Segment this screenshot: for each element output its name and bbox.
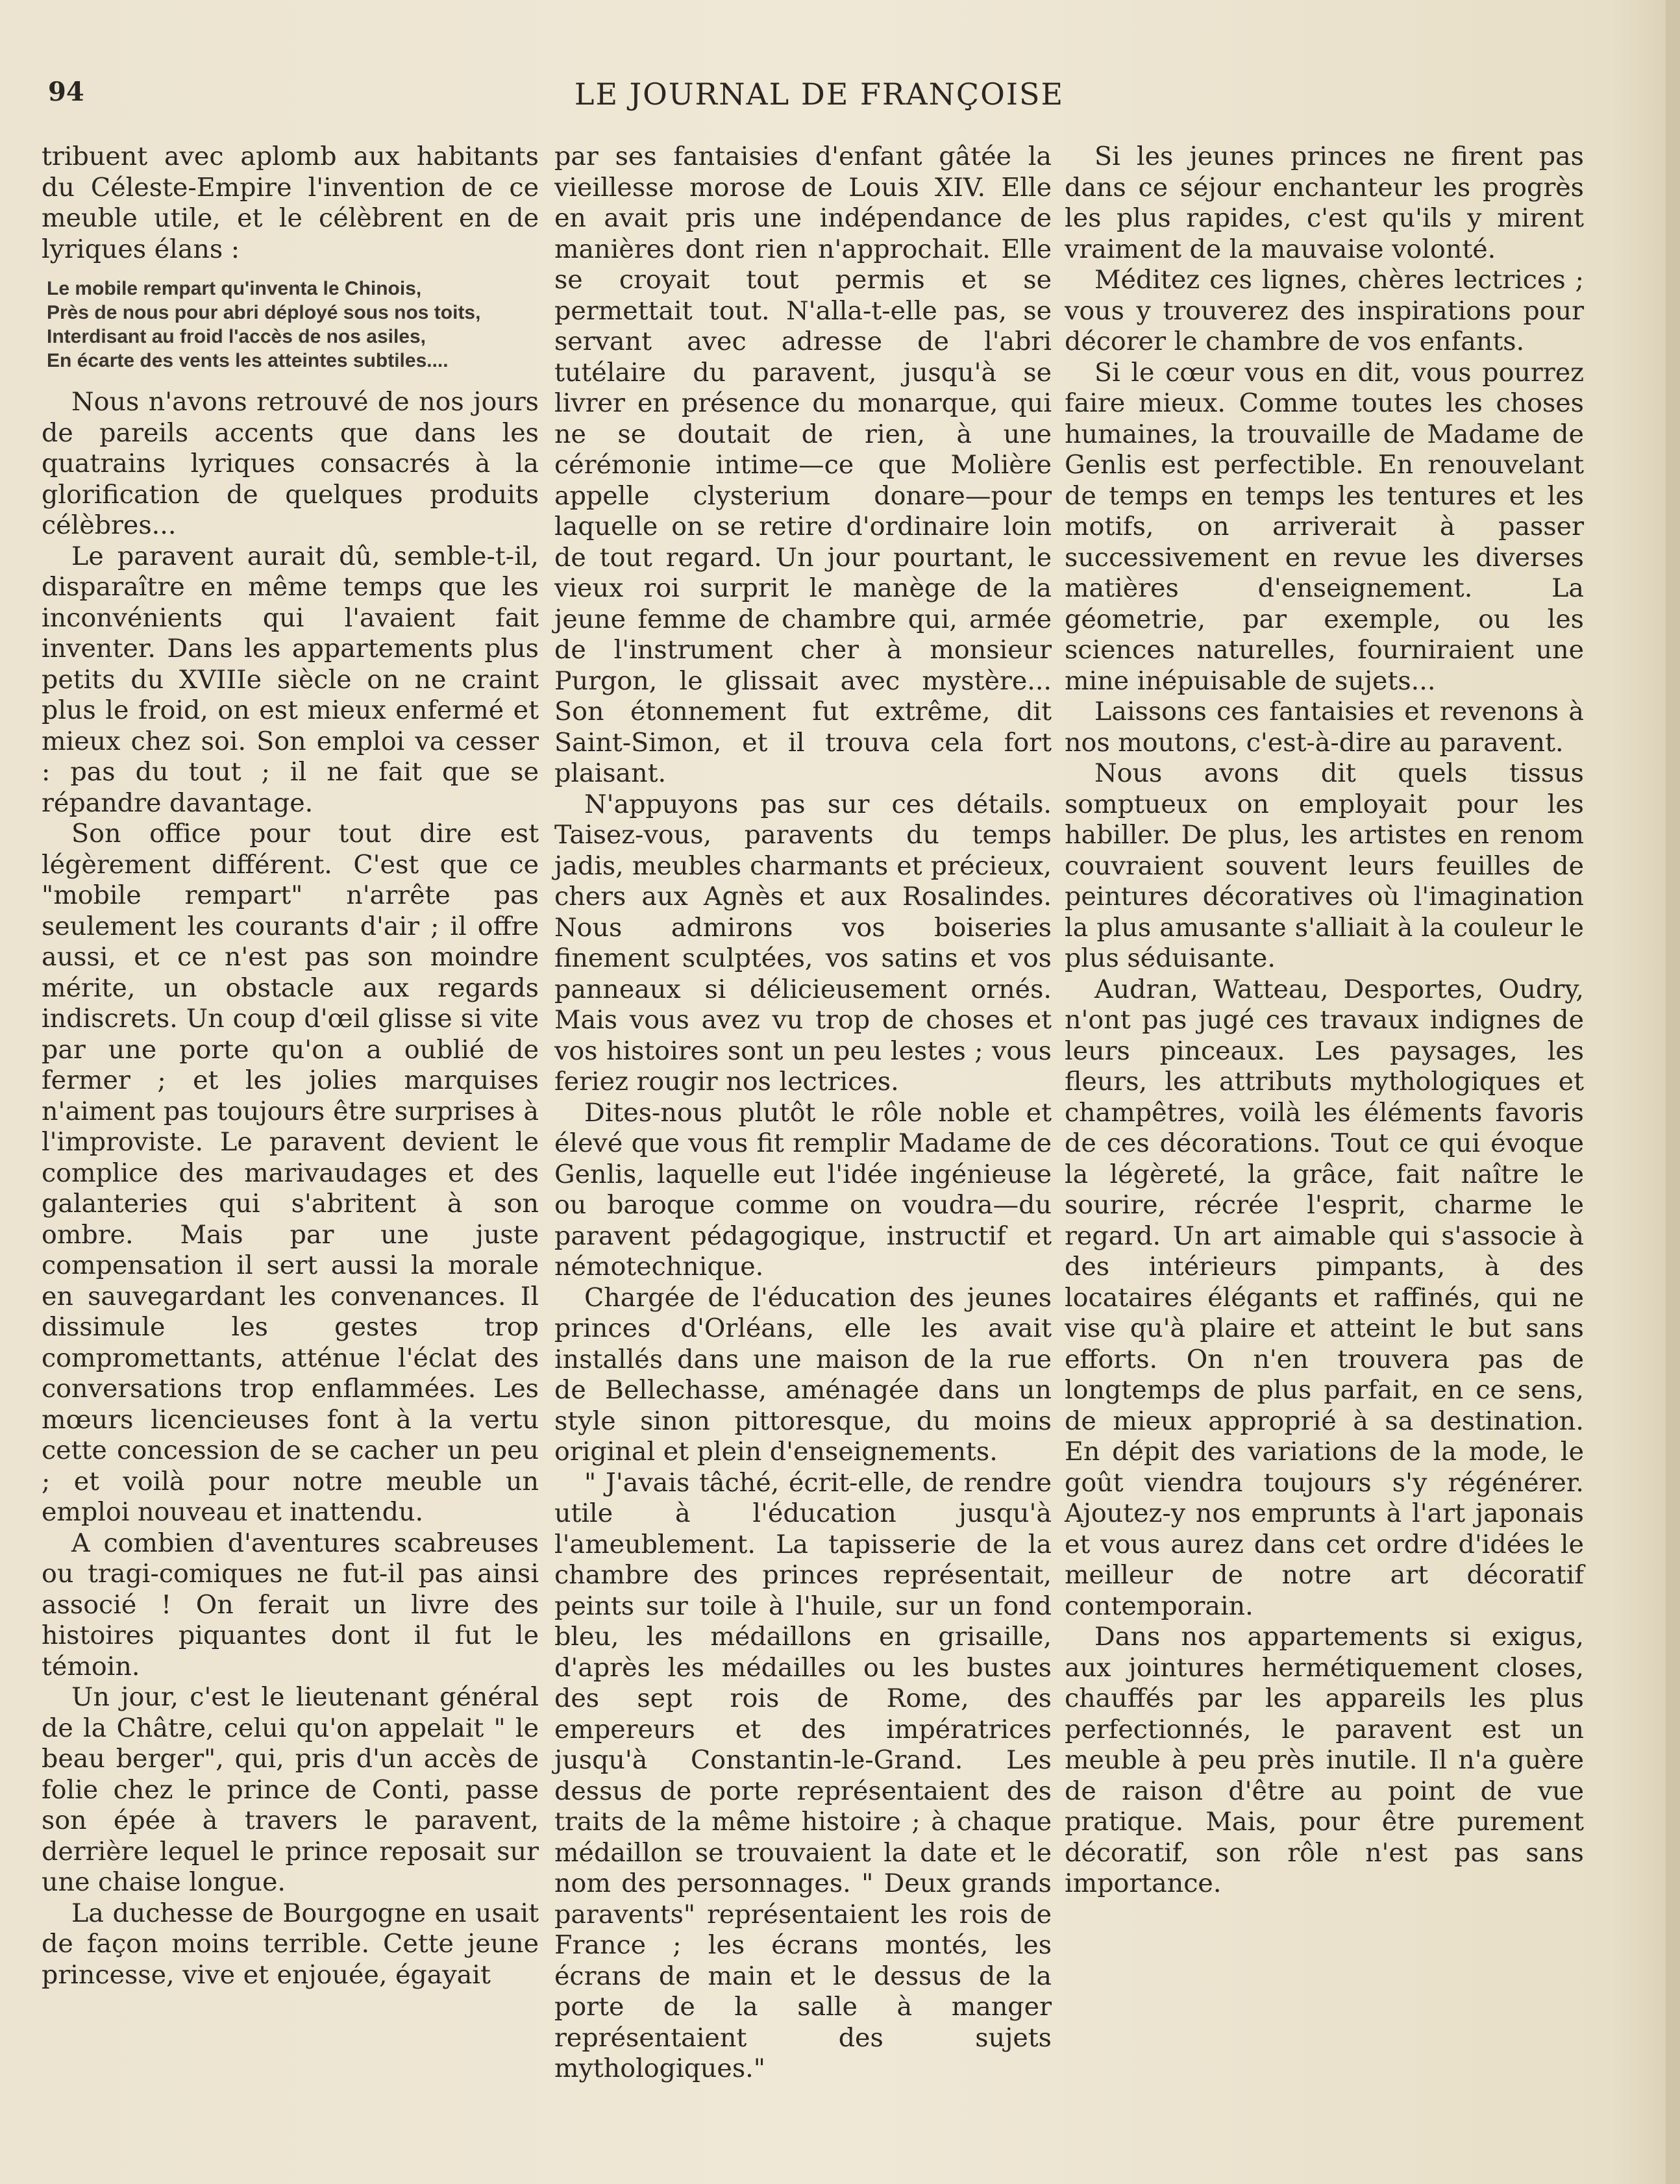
paragraph: par ses fantaisies d'enfant gâtée la vieillesse morose de Louis XIV. Elle en avait pris une indépendance de manières dont rien n'approchait. Elle se croyait tout permis et se permettait tout. N'alla-t-elle pas, se servant avec adresse de l'abri tutélaire du paravent, jusqu'à se livrer en présence du monarque, qui ne se doutait de rien, à une cérémonie intime—ce que Molière appelle clysterium donare—pour laquelle on se retire d'ordinaire loin de tout regard. Un jour pourtant, le vieux roi surprit le manège de la jeune femme de chambre qui, armée de l'instrument cher à monsieur Purgon, le glissait avec mystère... Son étonnement fut extrême, dit Saint-Simon, et il trouva cela fort plaisant. [554, 142, 1052, 788]
paragraph: tribuent avec aplomb aux habitants du Céleste-Empire l'invention de ce meuble utile, et le célèbrent en de lyriques élans : [42, 142, 539, 264]
column-2 [554, 142, 1052, 2085]
column-3 [1065, 142, 1584, 1900]
paragraph: Nous avons dit quels tissus somptueux on employait pour les habiller. De plus, les artistes en renom couvraient souvent leurs feuilles de peintures décoratives où l'imagination la plus amusante s'alliait à la couleur le plus séduisante. [1065, 758, 1584, 973]
paragraph: Dites-nous plutôt le rôle noble et élevé que vous fit remplir Madame de Genlis, laquelle eut l'idée ingénieuse ou baroque comme on voudra—du paravent pédagogique, instructif et némotechnique. [554, 1097, 1052, 1282]
running-title: LE JOURNAL DE FRANÇOISE [574, 77, 1065, 112]
paragraph: La duchesse de Bourgogne en usait de façon moins terrible. Cette jeune princesse, vive et enjouée, égayait [42, 1898, 539, 1990]
paragraph: Audran, Watteau, Desportes, Oudry, n'ont pas jugé ces travaux indignes de leurs pinceaux. Les paysages, les fleurs, les attributs mythologiques et champêtres, voilà les éléments favoris de ces décorations. Tout ce qui évoque la légèreté, la grâce, fait naître le sourire, récrée l'esprit, charme le regard. Un art aimable qui s'associe à des intérieurs pimpants, à des locataires élégants et raffinés, qui ne vise qu'à plaire et atteint le but sans efforts. On n'en trouvera pas de longtemps de plus parfait, en ce sens, de mieux approprié à sa destination. En dépit des variations de la mode, le goût viendra toujours s'y régénérer. Ajoutez-y nos emprunts à l'art japonais et vous aurez dans cet ordre d'idées le meilleur de notre art décoratif contemporain. [1065, 974, 1584, 1621]
paragraph: Le paravent aurait dû, semble-t-il, disparaître en même temps que les inconvénients qui l'avaient fait inventer. Dans les appartements plus petits du XVIIIe siècle on ne craint plus le froid, on est mieux enfermé et mieux chez soi. Son emploi va cesser : pas du tout ; il ne fait que se répandre davantage. [42, 541, 539, 818]
paragraph: Laissons ces fantaisies et revenons à nos moutons, c'est-à-dire au paravent. [1065, 697, 1584, 758]
verse-line: Le mobile rempart qu'inventa le Chinois, [47, 278, 422, 299]
page-header [47, 77, 1592, 116]
verse-line: Interdisant au froid l'accès de nos asiles, [47, 326, 426, 347]
paragraph: Méditez ces lignes, chères lectrices ; vous y trouverez des inspirations pour décorer le chambre de vos enfants. [1065, 265, 1584, 356]
paragraph: Si le cœur vous en dit, vous pourrez faire mieux. Comme toutes les choses humaines, la trouvaille de Madame de Genlis est perfectible. En renouvelant de temps en temps les tentures et les motifs, on arriverait à passer successivement en revue les diverses matières d'enseignement. La géometrie, par exemple, ou les sciences naturelles, fourniraient une mine inépuisable de sujets... [1065, 357, 1584, 696]
verse-line: Près de nous pour abri déployé sous nos toits, [47, 302, 481, 323]
paragraph: N'appuyons pas sur ces détails. Taisez-vous, paravents du temps jadis, meubles charmants et précieux, chers aux Agnès et aux Rosalindes. Nous admirons vos boiseries finement sculptées, vos satins et vos panneaux si délicieusement ornés. Mais vous avez vu trop de choses et vos histoires sont un peu lestes ; vous feriez rougir nos lectrices. [554, 789, 1052, 1097]
paragraph: " J'avais tâché, écrit-elle, de rendre utile à l'éducation jusqu'à l'ameublement. La tapisserie de la chambre des princes représentait, peints sur toile à l'huile, sur un fond bleu, les médaillons en grisaille, d'après les médailles ou les bustes des sept rois de Rome, des empereurs et des impératrices jusqu'à Constantin-le-Grand. Les dessus de porte représentaient des traits de la même histoire ; à chaque médaillon se trouvaient la date et le nom des personnages. " Deux grands paravents" représentaient les rois de France ; les écrans montés, les écrans de main et le dessus de la porte de la salle à manger représentaient des sujets mythologiques." [554, 1467, 1052, 2083]
verse-line: En écarte des vents les atteintes subtiles.... [47, 350, 449, 371]
column-1 [42, 142, 539, 1991]
paragraph: Nous n'avons retrouvé de nos jours de pareils accents que dans les quatrains lyriques consacrés à la glorification de quelques produits célèbres... [42, 387, 539, 540]
page-number: 94 [48, 77, 84, 107]
page-edge [1666, 0, 1680, 2184]
paragraph: Un jour, c'est le lieutenant général de la Châtre, celui qu'on appelait " le beau berger", qui, pris d'un accès de folie chez le prince de Conti, passe son épée à travers le paravent, derrière lequel le prince reposait sur une chaise longue. [42, 1682, 539, 1897]
paragraph: Son office pour tout dire est légèrement différent. C'est que ce "mobile rempart" n'arrête pas seulement les courants d'air ; il offre aussi, et ce n'est pas son moindre mérite, un obstacle aux regards indiscrets. Un coup d'œil glisse si vite par une porte qu'on a oublié de fermer ; et les jolies marquises n'aiment pas toujours être surprises à l'improviste. Le paravent devient le complice des marivaudages et des galanteries qui s'abritent à son ombre. Mais par une juste compensation il sert aussi la morale en sauvegardant les convenances. Il dissimule les gestes trop compromettants, atténue l'éclat des conversations trop enflammées. Les mœurs licencieuses font à la vertu cette concession de se cacher un peu ; et voilà pour notre meuble un emploi nouveau et inattendu. [42, 819, 539, 1527]
paragraph: A combien d'aventures scabreuses ou tragi-comiques ne fut-il pas ainsi associé ! On ferait un livre des histoires piquantes dont il fut le témoin. [42, 1528, 539, 1681]
paragraph: Si les jeunes princes ne firent pas dans ce séjour enchanteur les progrès les plus rapides, c'est qu'ils y mirent vraiment de la mauvaise volonté. [1065, 142, 1584, 264]
paragraph: Chargée de l'éducation des jeunes princes d'Orléans, elle les avait installés dans une maison de la rue de Bellechasse, aménagée dans un style sinon pittoresque, du moins original et plein d'enseignements. [554, 1282, 1052, 1467]
verse-quote [47, 277, 539, 373]
paragraph: Dans nos appartements si exigus, aux jointures hermétiquement closes, chauffés par les appareils les plus perfectionnés, le paravent est un meuble à peu près inutile. Il n'a guère de raison d'être au point de vue pratique. Mais, pour être purement décoratif, son rôle n'est pas sans importance. [1065, 1622, 1584, 1898]
